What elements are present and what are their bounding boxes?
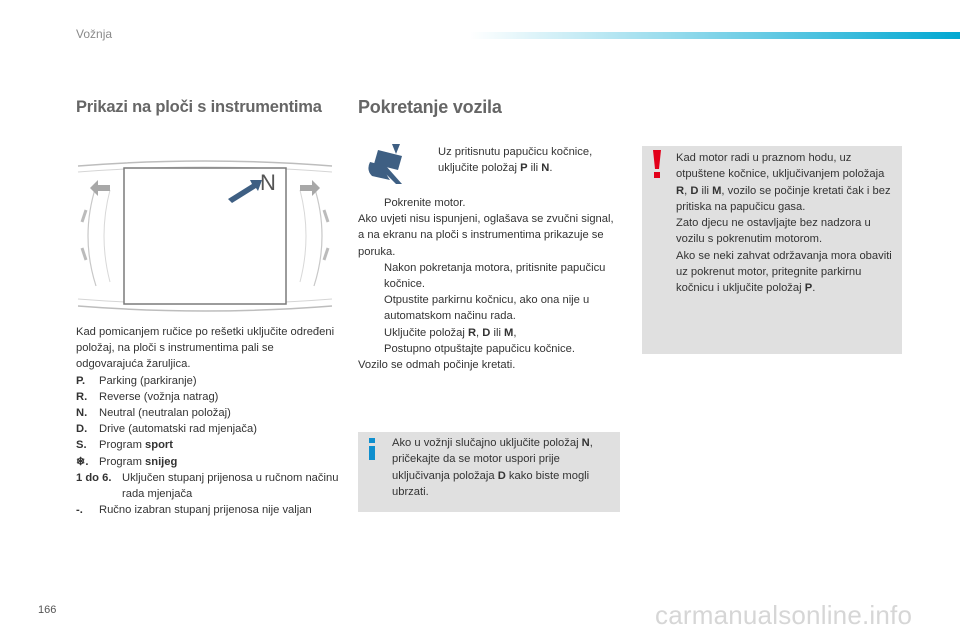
list-item: Nakon pokretanja motora, pritisnite papučicu kočnice. bbox=[384, 261, 606, 291]
section-title-instrument-displays: Prikazi na ploči s instrumentima bbox=[76, 98, 322, 116]
list-item: R. Reverse (vožnja natrag) bbox=[76, 390, 219, 403]
left-turn-arrow-icon bbox=[90, 180, 110, 196]
warning-note: Kad motor radi u praznom hodu, uz otpuštene kočnice, uključivanjem položaja R, D ili M, vozilo se počinje kretati čak i bez pritiska na papučicu gasa. Zato djecu ne ostavljajte bez nadzora u vozilu s pokrenutim motorom. Ako se neki zahvat održavanja mora obaviti uz pokrenut motor, pritegnite parkirnu kočnicu i uključite položaj P. bbox=[676, 152, 892, 295]
starting-procedure bbox=[358, 195, 620, 373]
page-number: 166 bbox=[38, 604, 57, 616]
list-item: 1 do 6. Uključen stupanj prijenosa u ručnom načinu rada mjenjača bbox=[76, 471, 339, 501]
list-item: Postupno otpuštajte papučicu kočnice. bbox=[384, 342, 575, 355]
list-item: Otpustite parkirnu kočnicu, ako ona nije u automatskom načinu rada. bbox=[384, 294, 590, 323]
list-item: P. Parking (parkiranje) bbox=[76, 374, 197, 387]
gear-indicator-description bbox=[76, 324, 342, 518]
list-item: Uključite položaj R, D ili M, bbox=[384, 326, 517, 339]
list-item: N. Neutral (neutralan položaj) bbox=[76, 407, 231, 420]
list-item: D. Drive (automatski rad mjenjača) bbox=[76, 423, 257, 436]
chapter-title: Vožnja bbox=[76, 27, 113, 41]
list-item: S. Program sport bbox=[76, 439, 173, 452]
list-item: ❄. Program snijeg bbox=[76, 455, 178, 468]
list-item: Pokrenite motor. bbox=[384, 197, 466, 209]
info-icon bbox=[366, 438, 378, 460]
instrument-cluster-illustration bbox=[76, 156, 334, 316]
intro-paragraph: Kad pomicanjem ručice po rešetki uključite određeni položaj, na ploči s instrumentima pali se odgovarajuća žaruljica. bbox=[76, 326, 335, 371]
header-accent-bar bbox=[470, 32, 960, 39]
section-title-starting-vehicle: Pokretanje vozila bbox=[358, 97, 502, 117]
warning-exclamation-icon bbox=[650, 150, 664, 178]
list-item: -. Ručno izabran stupanj prijenosa nije valjan bbox=[76, 504, 312, 517]
step-brake-select: Uz pritisnutu papučicu kočnice, uključite položaj P ili N. bbox=[438, 146, 593, 175]
brake-pedal-icon bbox=[362, 140, 408, 184]
watermark: carmanualsonline.info bbox=[655, 600, 913, 630]
right-turn-arrow-icon bbox=[300, 180, 320, 196]
warning-paragraph: Ako uvjeti nisu ispunjeni, oglašava se zvučni signal, a na ekranu na ploči s instrumentima prikazuje se poruka. bbox=[358, 213, 614, 258]
result-paragraph: Vozilo se odmah počinje kretati. bbox=[358, 359, 516, 372]
info-note: Ako u vožnji slučajno uključite položaj N, pričekajte da se motor uspori prije uključivanja položaja D kako biste mogli ubrzati. bbox=[392, 437, 593, 498]
cluster-gear-indicator: N bbox=[260, 170, 276, 195]
